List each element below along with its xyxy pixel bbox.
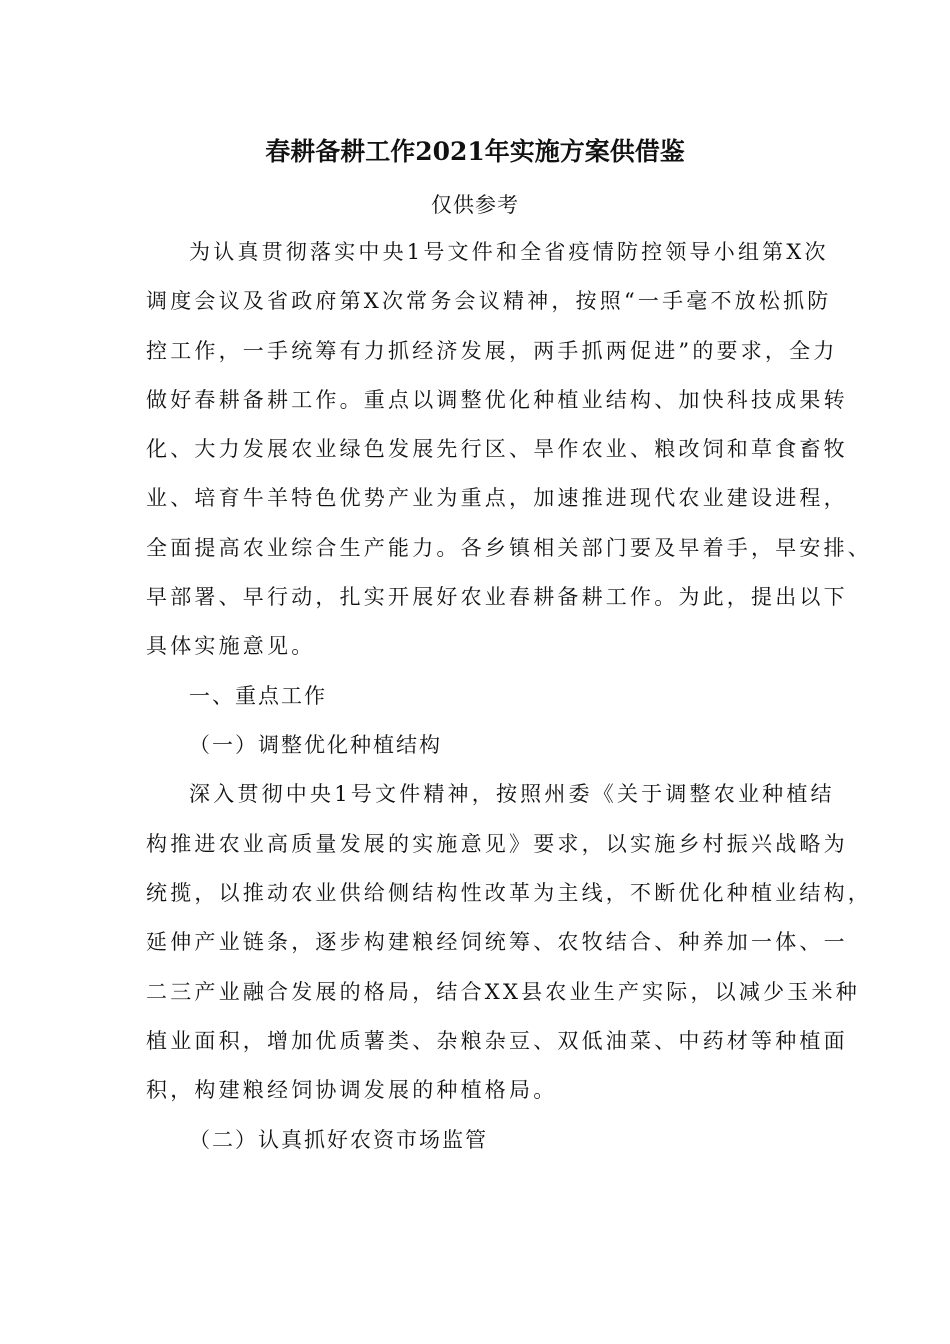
paragraph-line: 做好春耕备耕工作。重点以调整优化种植业结构、加快科技成果转: [146, 388, 848, 412]
paragraph-line: 化、大力发展农业绿色发展先行区、旱作农业、粮改饲和草食畜牧: [146, 437, 848, 461]
subsection-heading: （一）调整优化种植结构: [189, 733, 442, 757]
paragraph-line: 二三产业融合发展的格局，结合XX县农业生产实际，以减少玉米种: [146, 980, 860, 1004]
paragraph-line: 调度会议及省政府第X次常务会议精神，按照“一手毫不放松抓防: [146, 289, 832, 313]
paragraph-line: 延伸产业链条，逐步构建粮经饲统筹、农牧结合、种养加一体、一: [146, 930, 848, 954]
subsection-heading: （二）认真抓好农资市场监管: [189, 1128, 488, 1152]
paragraph-line: 为认真贯彻落实中央1号文件和全省疫情防控领导小组第X次: [189, 240, 829, 264]
paragraph-line: 全面提高农业综合生产能力。各乡镇相关部门要及早着手，早安排、: [146, 536, 872, 560]
paragraph-line: 深入贯彻中央1号文件精神，按照州委《关于调整农业种植结: [189, 782, 835, 806]
paragraph-line: 控工作，一手统筹有力抓经济发展，两手抓两促进”的要求，全力: [146, 339, 838, 363]
paragraph-line: 早部署、早行动，扎实开展好农业春耕备耕工作。为此，提出以下: [146, 585, 848, 609]
paragraph-line: 积，构建粮经饲协调发展的种植格局。: [146, 1078, 558, 1102]
section-heading: 一、重点工作: [189, 684, 327, 708]
paragraph-line: 具体实施意见。: [146, 634, 316, 658]
paragraph-line: 构推进农业高质量发展的实施意见》要求，以实施乡村振兴战略为: [146, 832, 848, 856]
paragraph-line: 植业面积，增加优质薯类、杂粮杂豆、双低油菜、中药材等种植面: [146, 1029, 848, 1053]
paragraph-line: 业、培育牛羊特色优势产业为重点，加速推进现代农业建设进程，: [146, 486, 848, 510]
document-title: 春耕备耕工作2021年实施方案供借鉴: [265, 137, 685, 166]
paragraph-line: 统揽，以推动农业供给侧结构性改革为主线，不断优化种植业结构，: [146, 881, 872, 905]
document-subtitle: 仅供参考: [431, 193, 519, 217]
